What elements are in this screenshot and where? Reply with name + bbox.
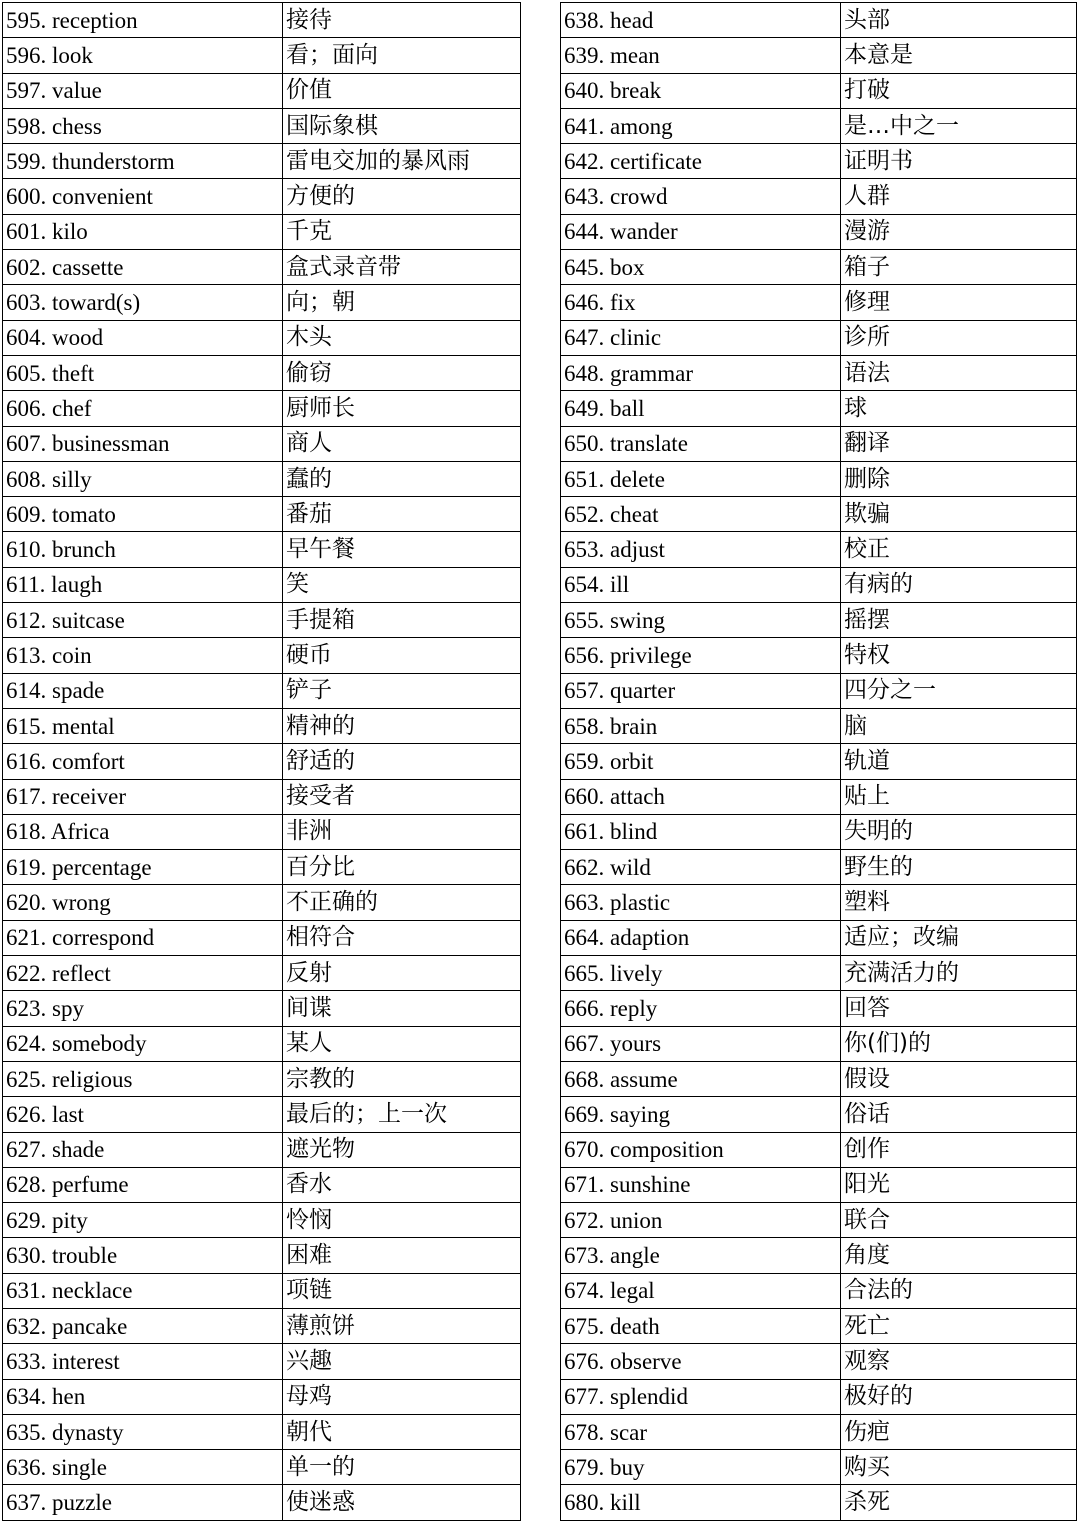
vocab-meaning: 阳光 (841, 1167, 1077, 1202)
vocab-meaning: 接受者 (283, 779, 521, 814)
vocab-meaning: 手提箱 (283, 603, 521, 638)
vocab-table-left (2, 2, 521, 1521)
vocab-word: 599. thunderstorm (3, 144, 283, 179)
vocab-word: 677. splendid (561, 1379, 841, 1414)
table-row (3, 497, 521, 532)
vocab-meaning: 创作 (841, 1132, 1077, 1167)
vocab-word: 678. scar (561, 1414, 841, 1449)
vocab-word: 603. toward(s) (3, 285, 283, 320)
vocab-word: 656. privilege (561, 638, 841, 673)
table-row (561, 73, 1077, 108)
vocab-word: 672. union (561, 1203, 841, 1238)
table-row (3, 179, 521, 214)
vocab-meaning: 价值 (283, 73, 521, 108)
vocab-meaning: 野生的 (841, 850, 1077, 885)
table-row (3, 956, 521, 991)
vocab-word: 598. chess (3, 108, 283, 143)
vocab-word: 606. chef (3, 391, 283, 426)
table-row (3, 355, 521, 390)
vocab-word: 619. percentage (3, 850, 283, 885)
vocab-word: 623. spy (3, 991, 283, 1026)
vocab-meaning: 箱子 (841, 250, 1077, 285)
table-row (561, 603, 1077, 638)
vocab-meaning: 笑 (283, 567, 521, 602)
vocab-word: 647. clinic (561, 320, 841, 355)
table-row (3, 461, 521, 496)
vocab-word: 618. Africa (3, 814, 283, 849)
table-row (3, 73, 521, 108)
table-row (3, 285, 521, 320)
vocab-meaning: 俗话 (841, 1097, 1077, 1132)
vocab-word: 608. silly (3, 461, 283, 496)
vocab-word: 607. businessman (3, 426, 283, 461)
vocab-meaning: 百分比 (283, 850, 521, 885)
vocab-word: 650. translate (561, 426, 841, 461)
vocab-meaning: 回答 (841, 991, 1077, 1026)
vocab-meaning: 特权 (841, 638, 1077, 673)
table-row (3, 1450, 521, 1485)
table-row (3, 991, 521, 1026)
vocab-word: 664. adaption (561, 920, 841, 955)
table-row (561, 638, 1077, 673)
vocab-word: 609. tomato (3, 497, 283, 532)
vocab-word: 667. yours (561, 1026, 841, 1061)
table-row (3, 1273, 521, 1308)
vocab-word: 675. death (561, 1308, 841, 1343)
table-row (3, 108, 521, 143)
vocab-meaning: 国际象棋 (283, 108, 521, 143)
vocab-word: 637. puzzle (3, 1485, 283, 1520)
vocab-word: 665. lively (561, 956, 841, 991)
table-row (561, 1238, 1077, 1273)
vocab-word: 646. fix (561, 285, 841, 320)
vocab-meaning: 打破 (841, 73, 1077, 108)
vocab-word: 659. orbit (561, 744, 841, 779)
vocab-word: 671. sunshine (561, 1167, 841, 1202)
vocab-word: 644. wander (561, 214, 841, 249)
vocab-meaning: 早午餐 (283, 532, 521, 567)
vocab-word: 679. buy (561, 1450, 841, 1485)
vocab-meaning: 精神的 (283, 708, 521, 743)
table-row (3, 3, 521, 38)
vocab-meaning: 你(们)的 (841, 1026, 1077, 1061)
vocab-word: 620. wrong (3, 885, 283, 920)
table-row (3, 250, 521, 285)
vocab-word: 631. necklace (3, 1273, 283, 1308)
vocab-meaning: 观察 (841, 1344, 1077, 1379)
vocab-word: 622. reflect (3, 956, 283, 991)
table-row (561, 1061, 1077, 1096)
table-row (561, 391, 1077, 426)
vocab-word: 624. somebody (3, 1026, 283, 1061)
vocab-meaning: 薄煎饼 (283, 1308, 521, 1343)
table-row (561, 1308, 1077, 1343)
vocab-meaning: 相符合 (283, 920, 521, 955)
vocab-meaning: 间谍 (283, 991, 521, 1026)
vocab-meaning: 盒式录音带 (283, 250, 521, 285)
vocab-meaning: 商人 (283, 426, 521, 461)
table-row (561, 179, 1077, 214)
vocab-word: 636. single (3, 1450, 283, 1485)
vocab-word: 657. quarter (561, 673, 841, 708)
vocab-meaning: 怜悯 (283, 1203, 521, 1238)
table-row (561, 144, 1077, 179)
table-row (3, 1485, 521, 1520)
vocab-meaning: 证明书 (841, 144, 1077, 179)
vocab-meaning: 困难 (283, 1238, 521, 1273)
vocab-meaning: 偷窃 (283, 355, 521, 390)
vocab-word: 628. perfume (3, 1167, 283, 1202)
table-row (561, 991, 1077, 1026)
vocab-meaning: 不正确的 (283, 885, 521, 920)
vocab-meaning: 语法 (841, 355, 1077, 390)
table-row (561, 1273, 1077, 1308)
vocab-meaning: 蠢的 (283, 461, 521, 496)
table-row (3, 708, 521, 743)
table-row (561, 673, 1077, 708)
table-row (3, 1379, 521, 1414)
vocab-meaning: 诊所 (841, 320, 1077, 355)
vocab-meaning: 接待 (283, 3, 521, 38)
table-row (561, 320, 1077, 355)
vocab-meaning: 购买 (841, 1450, 1077, 1485)
table-row (561, 567, 1077, 602)
vocab-word: 630. trouble (3, 1238, 283, 1273)
table-row (3, 603, 521, 638)
table-row (3, 1414, 521, 1449)
vocab-word: 632. pancake (3, 1308, 283, 1343)
vocab-meaning: 极好的 (841, 1379, 1077, 1414)
vocab-meaning: 母鸡 (283, 1379, 521, 1414)
vocab-word: 633. interest (3, 1344, 283, 1379)
vocab-word: 649. ball (561, 391, 841, 426)
vocab-word: 662. wild (561, 850, 841, 885)
vocab-word: 597. value (3, 73, 283, 108)
table-row (561, 708, 1077, 743)
vocab-table-left-body (3, 3, 521, 1521)
vocab-meaning: 厨师长 (283, 391, 521, 426)
table-row (3, 1203, 521, 1238)
vocab-word: 654. ill (561, 567, 841, 602)
table-row (3, 144, 521, 179)
table-row (561, 461, 1077, 496)
vocab-meaning: 千克 (283, 214, 521, 249)
vocab-meaning: 充满活力的 (841, 956, 1077, 991)
vocab-word: 611. laugh (3, 567, 283, 602)
vocab-meaning: 失明的 (841, 814, 1077, 849)
table-row (561, 1167, 1077, 1202)
vocab-meaning: 合法的 (841, 1273, 1077, 1308)
vocab-meaning: 遮光物 (283, 1132, 521, 1167)
vocab-word: 652. cheat (561, 497, 841, 532)
vocab-meaning: 头部 (841, 3, 1077, 38)
vocab-meaning: 欺骗 (841, 497, 1077, 532)
vocab-meaning: 是…中之一 (841, 108, 1077, 143)
table-row (561, 250, 1077, 285)
table-row (561, 1026, 1077, 1061)
vocab-meaning: 硬币 (283, 638, 521, 673)
table-row (3, 779, 521, 814)
vocab-word: 602. cassette (3, 250, 283, 285)
vocab-meaning: 单一的 (283, 1450, 521, 1485)
vocab-meaning: 假设 (841, 1061, 1077, 1096)
table-row (3, 1061, 521, 1096)
vocab-word: 676. observe (561, 1344, 841, 1379)
vocab-word: 614. spade (3, 673, 283, 708)
vocab-meaning: 铲子 (283, 673, 521, 708)
table-row (3, 1344, 521, 1379)
vocab-meaning: 联合 (841, 1203, 1077, 1238)
vocab-meaning: 宗教的 (283, 1061, 521, 1096)
vocab-word: 634. hen (3, 1379, 283, 1414)
table-row (561, 885, 1077, 920)
table-row (3, 638, 521, 673)
vocab-word: 617. receiver (3, 779, 283, 814)
vocab-meaning: 雷电交加的暴风雨 (283, 144, 521, 179)
table-row (3, 1308, 521, 1343)
vocab-table-right-body (561, 3, 1077, 1521)
table-row (3, 320, 521, 355)
table-row (3, 920, 521, 955)
table-row (561, 1203, 1077, 1238)
vocab-word: 635. dynasty (3, 1414, 283, 1449)
table-row (3, 532, 521, 567)
vocab-meaning: 角度 (841, 1238, 1077, 1273)
table-row (3, 1238, 521, 1273)
vocab-word: 596. look (3, 38, 283, 73)
vocab-word: 643. crowd (561, 179, 841, 214)
table-row (561, 285, 1077, 320)
vocab-meaning: 漫游 (841, 214, 1077, 249)
vocab-word: 645. box (561, 250, 841, 285)
vocab-meaning: 本意是 (841, 38, 1077, 73)
vocab-meaning: 最后的；上一次 (283, 1097, 521, 1132)
table-row (561, 1485, 1077, 1520)
vocab-word: 601. kilo (3, 214, 283, 249)
table-row (561, 744, 1077, 779)
vocab-word: 666. reply (561, 991, 841, 1026)
vocab-word: 621. correspond (3, 920, 283, 955)
vocab-word: 669. saying (561, 1097, 841, 1132)
vocab-meaning: 舒适的 (283, 744, 521, 779)
vocab-word: 595. reception (3, 3, 283, 38)
vocab-meaning: 伤疤 (841, 1414, 1077, 1449)
vocab-word: 680. kill (561, 1485, 841, 1520)
vocab-meaning: 删除 (841, 461, 1077, 496)
table-row (561, 497, 1077, 532)
table-row (561, 426, 1077, 461)
table-row (561, 1379, 1077, 1414)
table-row (561, 38, 1077, 73)
table-row (561, 1132, 1077, 1167)
table-row (561, 850, 1077, 885)
vocab-word: 639. mean (561, 38, 841, 73)
vocab-word: 663. plastic (561, 885, 841, 920)
vocab-meaning: 使迷惑 (283, 1485, 521, 1520)
vocab-word: 638. head (561, 3, 841, 38)
vocab-meaning: 番茄 (283, 497, 521, 532)
vocab-word: 605. theft (3, 355, 283, 390)
vocab-meaning: 项链 (283, 1273, 521, 1308)
vocab-meaning: 修理 (841, 285, 1077, 320)
vocab-word: 668. assume (561, 1061, 841, 1096)
table-row (3, 885, 521, 920)
vocab-word: 641. among (561, 108, 841, 143)
vocab-meaning: 杀死 (841, 1485, 1077, 1520)
vocab-meaning: 脑 (841, 708, 1077, 743)
vocab-meaning: 摇摆 (841, 603, 1077, 638)
vocab-meaning: 塑料 (841, 885, 1077, 920)
table-row (561, 1450, 1077, 1485)
vocab-word: 651. delete (561, 461, 841, 496)
vocab-meaning: 校正 (841, 532, 1077, 567)
vocab-meaning: 四分之一 (841, 673, 1077, 708)
vocab-word: 615. mental (3, 708, 283, 743)
table-row (3, 744, 521, 779)
vocab-meaning: 反射 (283, 956, 521, 991)
vocab-word: 642. certificate (561, 144, 841, 179)
vocab-word: 640. break (561, 73, 841, 108)
vocab-word: 616. comfort (3, 744, 283, 779)
table-row (3, 1026, 521, 1061)
vocab-word: 674. legal (561, 1273, 841, 1308)
vocab-meaning: 香水 (283, 1167, 521, 1202)
vocab-word: 610. brunch (3, 532, 283, 567)
vocab-meaning: 非洲 (283, 814, 521, 849)
vocab-table-right (560, 2, 1077, 1521)
table-row (561, 956, 1077, 991)
vocab-meaning: 木头 (283, 320, 521, 355)
vocab-word: 600. convenient (3, 179, 283, 214)
vocab-word: 653. adjust (561, 532, 841, 567)
vocab-word: 604. wood (3, 320, 283, 355)
table-row (3, 1167, 521, 1202)
vocab-word: 670. composition (561, 1132, 841, 1167)
vocab-meaning: 朝代 (283, 1414, 521, 1449)
table-row (3, 391, 521, 426)
vocab-word: 658. brain (561, 708, 841, 743)
vocab-meaning: 看；面向 (283, 38, 521, 73)
vocab-meaning: 某人 (283, 1026, 521, 1061)
table-row (561, 3, 1077, 38)
table-row (3, 214, 521, 249)
table-row (3, 1097, 521, 1132)
vocab-word: 655. swing (561, 603, 841, 638)
table-row (3, 1132, 521, 1167)
vocab-meaning: 轨道 (841, 744, 1077, 779)
vocab-meaning: 死亡 (841, 1308, 1077, 1343)
table-row (561, 1414, 1077, 1449)
vocab-word: 613. coin (3, 638, 283, 673)
vocab-word: 625. religious (3, 1061, 283, 1096)
vocab-meaning: 向；朝 (283, 285, 521, 320)
table-row (3, 850, 521, 885)
vocab-meaning: 有病的 (841, 567, 1077, 602)
vocab-word: 673. angle (561, 1238, 841, 1273)
table-row (3, 426, 521, 461)
table-row (3, 814, 521, 849)
table-row (561, 779, 1077, 814)
table-row (561, 355, 1077, 390)
table-row (3, 673, 521, 708)
vocab-meaning: 贴上 (841, 779, 1077, 814)
vocab-meaning: 兴趣 (283, 1344, 521, 1379)
vocab-word: 661. blind (561, 814, 841, 849)
vocab-meaning: 翻译 (841, 426, 1077, 461)
vocab-word: 648. grammar (561, 355, 841, 390)
table-row (561, 1344, 1077, 1379)
vocab-word: 629. pity (3, 1203, 283, 1238)
table-row (561, 1097, 1077, 1132)
vocab-word: 612. suitcase (3, 603, 283, 638)
table-row (561, 532, 1077, 567)
vocab-word: 626. last (3, 1097, 283, 1132)
vocab-meaning: 球 (841, 391, 1077, 426)
table-row (3, 567, 521, 602)
vocab-word: 627. shade (3, 1132, 283, 1167)
table-row (561, 814, 1077, 849)
table-row (561, 920, 1077, 955)
vocab-meaning: 适应；改编 (841, 920, 1077, 955)
vocab-meaning: 方便的 (283, 179, 521, 214)
table-row (561, 214, 1077, 249)
vocab-meaning: 人群 (841, 179, 1077, 214)
table-row (3, 38, 521, 73)
vocab-word: 660. attach (561, 779, 841, 814)
table-row (561, 108, 1077, 143)
